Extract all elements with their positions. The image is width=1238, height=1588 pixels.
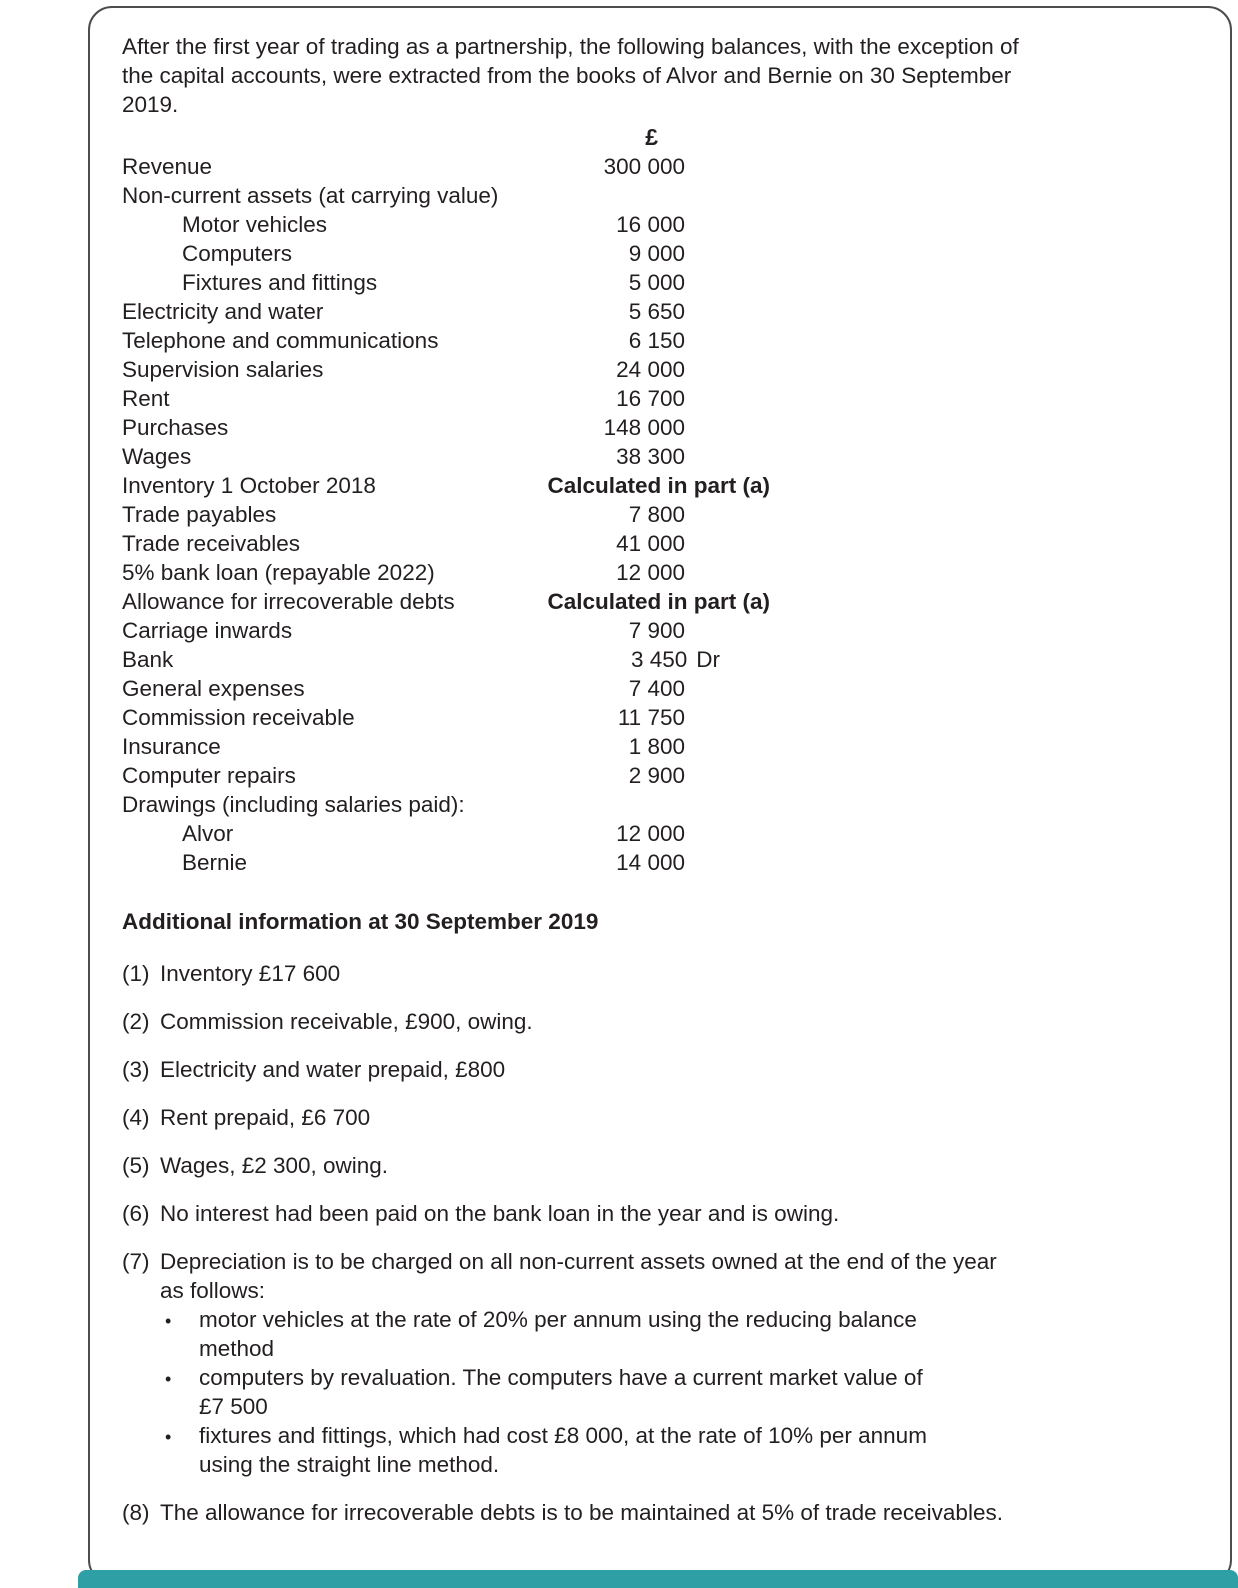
row-label: Supervision salaries — [122, 357, 324, 382]
item-text-line: Rent prepaid, £6 700 — [160, 1105, 371, 1130]
table-row — [122, 268, 770, 297]
item-number: (8) — [122, 1500, 150, 1525]
row-value — [629, 500, 685, 529]
row-value-text: 1 800 — [628, 734, 685, 759]
row-value-text: 41 000 — [616, 531, 685, 556]
row-value — [616, 558, 685, 587]
row-value — [616, 819, 685, 848]
table-row — [122, 529, 770, 558]
row-label: Insurance — [122, 734, 221, 759]
info-item — [122, 1007, 1192, 1036]
bullet-item — [160, 1305, 1010, 1363]
item-text — [160, 1007, 1010, 1036]
row-label: Trade payables — [122, 502, 277, 527]
row-value-text: 148 000 — [603, 415, 685, 440]
item-number: (2) — [122, 1009, 150, 1034]
row-value-text: 14 000 — [616, 850, 685, 875]
row-label: Trade receivables — [122, 531, 301, 556]
info-item — [122, 1055, 1192, 1084]
row-value — [629, 732, 685, 761]
row-label: Computer repairs — [122, 763, 296, 788]
item-text — [160, 1199, 1010, 1228]
item-number: (4) — [122, 1105, 150, 1130]
row-value-text: 38 300 — [616, 444, 685, 469]
row-value-text: 7 400 — [628, 676, 685, 701]
item-text — [160, 1247, 1010, 1479]
additional-info-heading: Additional information at 30 September 2019 — [122, 909, 599, 934]
item-text-line: Depreciation is to be charged on all non-current assets owned at the end of the year as follows: — [160, 1249, 997, 1303]
bullet-item — [160, 1363, 1010, 1421]
table-row — [122, 790, 770, 819]
item-number: (7) — [122, 1249, 150, 1274]
row-value-suffix: Dr — [696, 647, 720, 672]
trial-balance-rows — [122, 152, 1192, 877]
row-value-text: 16 700 — [616, 386, 685, 411]
bullet-icon — [160, 1421, 199, 1479]
row-label: Electricity and water — [122, 299, 324, 324]
table-row — [122, 152, 770, 181]
table-row — [122, 384, 770, 413]
item-text — [160, 959, 1010, 988]
info-item — [122, 1199, 1192, 1228]
row-value — [616, 210, 685, 239]
item-text-line: Commission receivable, £900, owing. — [160, 1009, 533, 1034]
table-row — [122, 587, 770, 616]
row-label: Allowance for irrecoverable debts — [122, 589, 455, 614]
item-text-line: No interest had been paid on the bank loan in the year and is owing. — [160, 1201, 840, 1226]
table-row — [122, 703, 770, 732]
trial-balance-table — [122, 123, 1192, 877]
row-value-text: 5 650 — [628, 299, 685, 324]
info-item — [122, 1103, 1192, 1132]
table-row — [122, 181, 770, 210]
row-value — [616, 442, 685, 471]
row-value — [547, 471, 770, 500]
row-label: Computers — [182, 241, 293, 266]
row-value-text: 24 000 — [616, 357, 685, 382]
item-text-line: Wages, £2 300, owing. — [160, 1153, 389, 1178]
row-label: Purchases — [122, 415, 229, 440]
row-label: Inventory 1 October 2018 — [122, 473, 376, 498]
bullet-icon — [160, 1363, 199, 1421]
table-row — [122, 355, 770, 384]
row-value — [616, 355, 685, 384]
table-row — [122, 761, 770, 790]
row-value-text: 6 150 — [628, 328, 685, 353]
table-row — [122, 645, 770, 674]
table-row — [122, 413, 770, 442]
row-label: Non-current assets (at carrying value) — [122, 183, 499, 208]
item-text — [160, 1498, 1010, 1527]
bullet-text: fixtures and fittings, which had cost £8 000, at the rate of 10% per annum using the straight line method. — [199, 1423, 927, 1477]
row-value-text: 16 000 — [616, 212, 685, 237]
row-label: 5% bank loan (repayable 2022) — [122, 560, 435, 585]
row-value — [616, 848, 685, 877]
row-label: Bank — [122, 647, 174, 672]
row-value — [629, 674, 685, 703]
table-row — [122, 732, 770, 761]
table-row — [122, 471, 770, 500]
row-value — [631, 645, 720, 674]
row-value-text: 300 000 — [603, 154, 685, 179]
row-value — [604, 413, 685, 442]
info-item — [122, 1151, 1192, 1180]
item-number: (5) — [122, 1153, 150, 1178]
item-text — [160, 1055, 1010, 1084]
row-value — [629, 616, 685, 645]
row-label: Bernie — [182, 850, 248, 875]
row-label: Motor vehicles — [182, 212, 328, 237]
info-item — [122, 1498, 1192, 1527]
row-label: Carriage inwards — [122, 618, 293, 643]
info-item — [122, 959, 1192, 988]
item-number: (6) — [122, 1201, 150, 1226]
row-label: Alvor — [182, 821, 234, 846]
currency-header: £ — [645, 124, 658, 150]
row-value-text: 12 000 — [616, 560, 685, 585]
row-value-text: 12 000 — [616, 821, 685, 846]
item-number: (3) — [122, 1057, 150, 1082]
row-value — [616, 529, 685, 558]
item-text — [160, 1151, 1010, 1180]
row-label: Drawings (including salaries paid): — [122, 792, 465, 817]
table-row — [122, 500, 770, 529]
row-value-text: 9 000 — [628, 241, 685, 266]
row-label: Telephone and communications — [122, 328, 439, 353]
row-label: Commission receivable — [122, 705, 355, 730]
item-text-line: Inventory £17 600 — [160, 961, 341, 986]
row-value — [547, 587, 770, 616]
bottom-accent-bar — [78, 1570, 1238, 1588]
row-value — [604, 152, 685, 181]
table-row — [122, 442, 770, 471]
item-text — [160, 1103, 1010, 1132]
row-value — [616, 384, 685, 413]
table-row — [122, 848, 770, 877]
row-label: Fixtures and fittings — [182, 270, 378, 295]
info-item — [122, 1247, 1192, 1479]
item-number: (1) — [122, 961, 150, 986]
bullet-text: motor vehicles at the rate of 20% per annum using the reducing balance method — [199, 1307, 917, 1361]
table-row — [122, 674, 770, 703]
item-text-line: Electricity and water prepaid, £800 — [160, 1057, 506, 1082]
row-label: Rent — [122, 386, 170, 411]
table-row — [122, 326, 770, 355]
additional-info-list — [122, 959, 1192, 1527]
row-value-text: 7 900 — [628, 618, 685, 643]
table-row — [122, 210, 770, 239]
row-value-text: 5 000 — [628, 270, 685, 295]
row-value-text: 11 750 — [617, 705, 685, 730]
row-value — [629, 297, 685, 326]
table-row — [122, 239, 770, 268]
table-header-row — [122, 123, 770, 152]
row-label: Revenue — [122, 154, 213, 179]
table-row — [122, 558, 770, 587]
row-value — [618, 703, 685, 732]
row-value — [629, 761, 685, 790]
document-card — [88, 6, 1232, 1584]
table-row — [122, 297, 770, 326]
item-text-line: The allowance for irrecoverable debts is to be maintained at 5% of trade receivables. — [160, 1500, 1003, 1525]
table-row — [122, 616, 770, 645]
bullet-text: computers by revaluation. The computers have a current market value of £7 500 — [199, 1365, 923, 1419]
row-value — [629, 268, 685, 297]
bullet-icon — [160, 1305, 199, 1363]
bullet-item — [160, 1421, 1010, 1479]
row-value — [629, 239, 685, 268]
row-value-text: 7 800 — [628, 502, 685, 527]
row-value-text: Calculated in part (a) — [547, 589, 770, 614]
row-value-text: Calculated in part (a) — [547, 473, 770, 498]
row-value-text: 2 900 — [628, 763, 685, 788]
table-row — [122, 819, 770, 848]
intro-paragraph: After the first year of trading as a partnership, the following balances, with the exception of the capital accounts, were extracted from the books of Alvor and Bernie on 30 September 2019. — [122, 34, 1019, 117]
row-label: Wages — [122, 444, 192, 469]
bullet-list — [160, 1305, 1010, 1479]
row-value — [629, 326, 685, 355]
row-label: General expenses — [122, 676, 305, 701]
row-value-text: 3 450 — [630, 647, 688, 672]
